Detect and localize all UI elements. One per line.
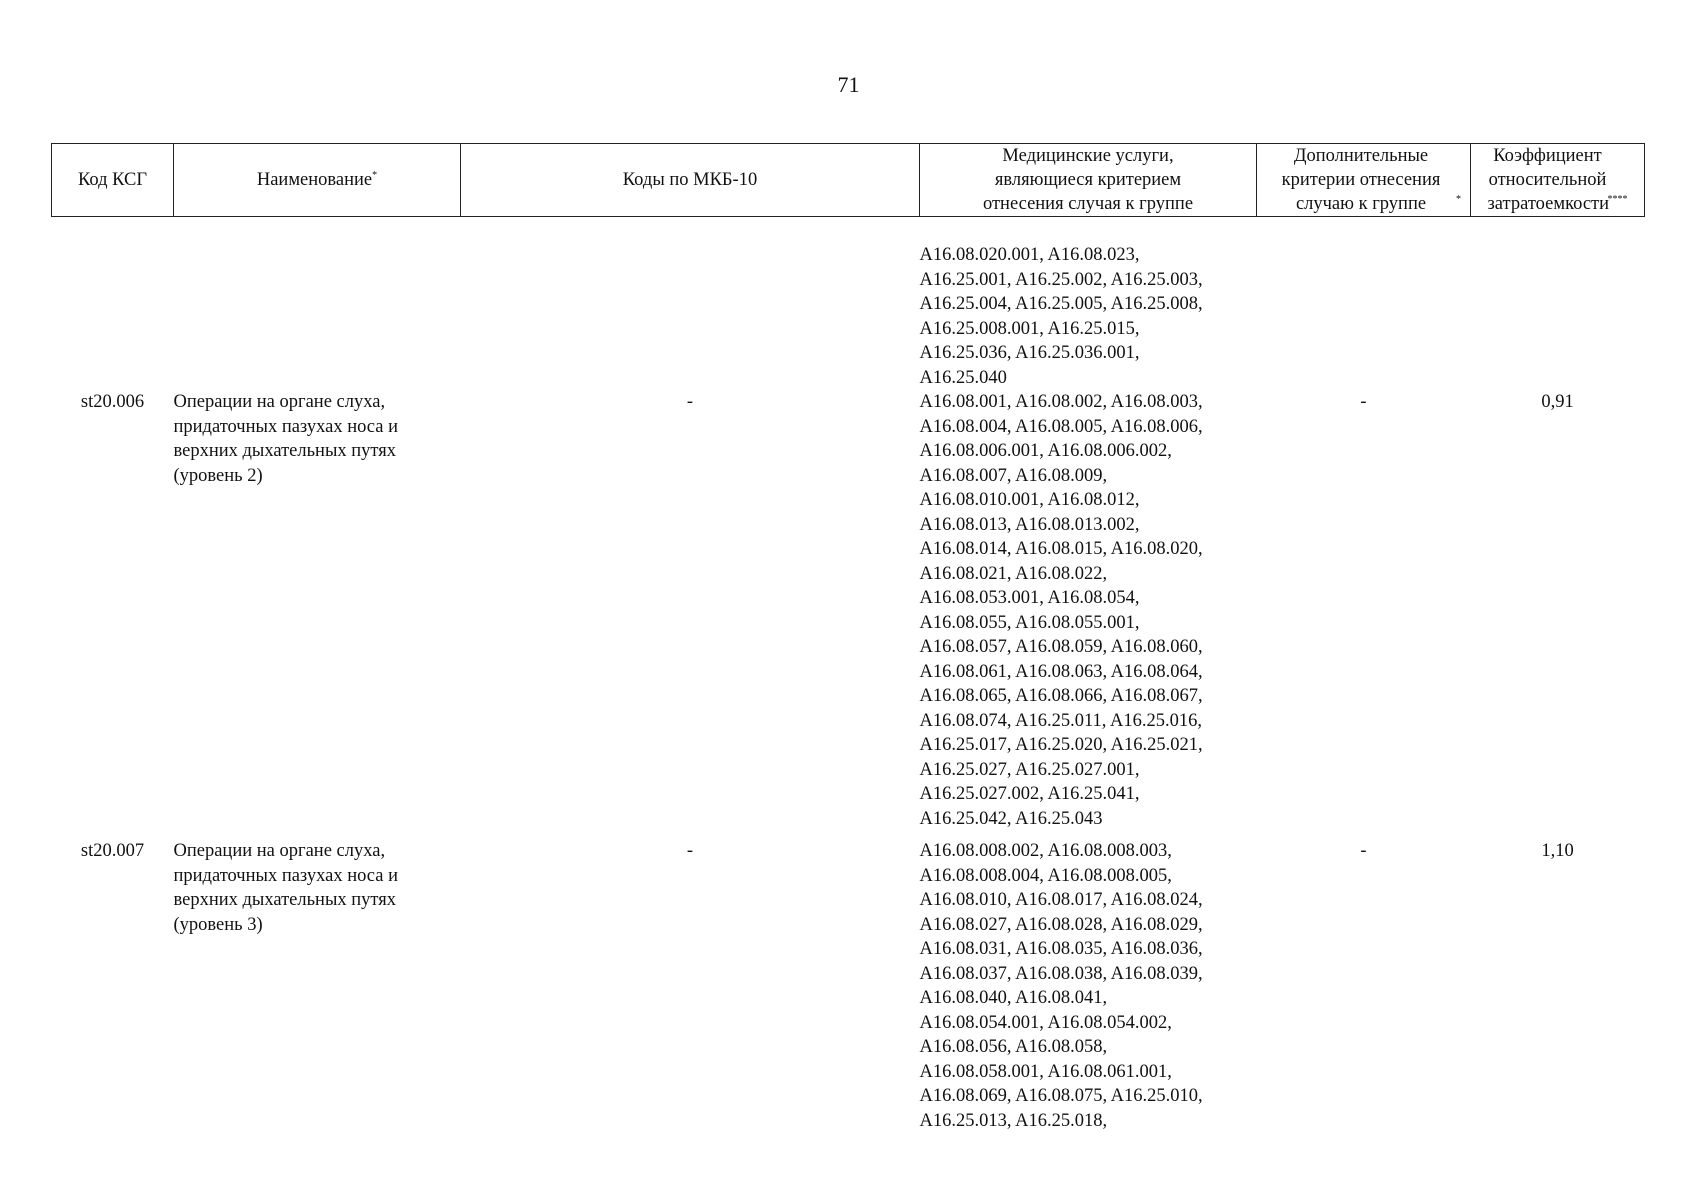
header-additional-footnote-mark: * — [1456, 193, 1461, 205]
services-line: A16.08.065, A16.08.066, A16.08.067, — [919, 686, 1203, 706]
row-code: st20.006 — [80, 392, 145, 412]
services-line: A16.08.006.001, A16.08.006.002, — [919, 441, 1172, 461]
continuation-services — [920, 243, 1257, 390]
row-services — [920, 390, 1257, 831]
header-coefficient: Коэффициент относительной затратоемкости**** — [1471, 144, 1645, 217]
services-line: A16.25.013, A16.25.018, — [919, 1110, 1108, 1131]
services-line: A16.08.031, A16.08.035, A16.08.036, — [919, 939, 1203, 959]
services-line: A16.25.008.001, A16.25.015, — [919, 318, 1140, 339]
row-code: st20.007 — [80, 841, 145, 861]
services-line: A16.08.004, A16.08.005, A16.08.006, — [919, 416, 1203, 437]
header-coefficient-footnote-mark: **** — [1607, 193, 1628, 205]
services-line: A16.08.069, A16.08.075, A16.25.010, — [919, 1086, 1203, 1106]
row-mkb: - — [686, 841, 694, 861]
services-line: A16.08.056, A16.08.058, — [919, 1037, 1108, 1057]
services-line: A16.08.074, A16.25.011, A16.25.016, — [919, 710, 1202, 731]
header-services: Медицинские услуги, являющиеся критерием отнесения случая к группе — [920, 144, 1257, 217]
row-name: Операции на органе слуха, придаточных пазухах носа и верхних дыхательных путях (уровень 2) — [173, 392, 398, 486]
services-line: A16.08.020.001, A16.08.023, — [919, 245, 1140, 265]
row-name: Операции на органе слуха, придаточных пазухах носа и верхних дыхательных путях (уровень 3) — [173, 841, 398, 935]
row-additional: - — [1360, 392, 1367, 412]
header-mkb: Коды по МКБ-10 — [461, 144, 920, 217]
row-services — [920, 839, 1257, 1133]
continuation-row — [52, 243, 1645, 390]
header-code: Код КСГ — [52, 144, 174, 217]
services-line: A16.08.008.004, A16.08.008.005, — [919, 865, 1172, 886]
header-name-footnote-mark: * — [372, 169, 378, 181]
services-line: A16.08.001, A16.08.002, A16.08.003, — [919, 392, 1203, 412]
table-row — [52, 390, 1645, 831]
services-line: A16.08.053.001, A16.08.054, — [919, 588, 1140, 608]
services-line: A16.25.040 — [919, 367, 1007, 388]
services-line: A16.08.010.001, A16.08.012, — [919, 490, 1140, 510]
services-line: A16.08.027, A16.08.028, A16.08.029, — [919, 914, 1203, 935]
services-line: A16.08.057, A16.08.059, A16.08.060, — [919, 637, 1203, 657]
row-mkb: - — [686, 392, 694, 412]
row-additional: - — [1360, 841, 1367, 861]
services-line: A16.08.013, A16.08.013.002, — [919, 514, 1140, 535]
services-line: A16.08.058.001, A16.08.061.001, — [919, 1061, 1172, 1082]
page-number: 71 — [837, 72, 860, 97]
services-line: A16.08.055, A16.08.055.001, — [919, 612, 1140, 633]
services-line: A16.25.036, A16.25.036.001, — [919, 343, 1140, 363]
services-line: A16.25.017, A16.25.020, A16.25.021, — [919, 735, 1203, 755]
services-line: A16.25.001, A16.25.002, A16.25.003, — [919, 269, 1203, 290]
services-line: A16.08.008.002, A16.08.008.003, — [919, 841, 1172, 861]
services-line: A16.25.004, A16.25.005, A16.25.008, — [919, 294, 1203, 314]
services-line: A16.08.037, A16.08.038, A16.08.039, — [919, 963, 1203, 984]
services-line: A16.08.010, A16.08.017, A16.08.024, — [919, 890, 1203, 910]
services-line: A16.08.007, A16.08.009, — [919, 465, 1108, 486]
row-coefficient: 0,91 — [1541, 392, 1574, 412]
services-line: A16.08.014, A16.08.015, A16.08.020, — [919, 539, 1203, 559]
header-additional: Дополнительные критерии отнесения случаю к группе * — [1257, 144, 1471, 217]
services-line: A16.25.042, A16.25.043 — [919, 808, 1103, 829]
services-line: A16.08.040, A16.08.041, — [919, 988, 1108, 1008]
table-row — [52, 839, 1645, 1133]
ksg-table — [51, 143, 1645, 1133]
table-header-row — [52, 144, 1645, 217]
row-coefficient: 1,10 — [1541, 841, 1574, 861]
services-line: A16.08.021, A16.08.022, — [919, 563, 1108, 584]
services-line: A16.08.061, A16.08.063, A16.08.064, — [919, 661, 1203, 682]
header-name: Наименование* — [174, 144, 461, 217]
services-line: A16.08.054.001, A16.08.054.002, — [919, 1012, 1172, 1033]
services-line: A16.25.027.002, A16.25.041, — [919, 784, 1140, 804]
services-line: A16.25.027, A16.25.027.001, — [919, 759, 1140, 780]
